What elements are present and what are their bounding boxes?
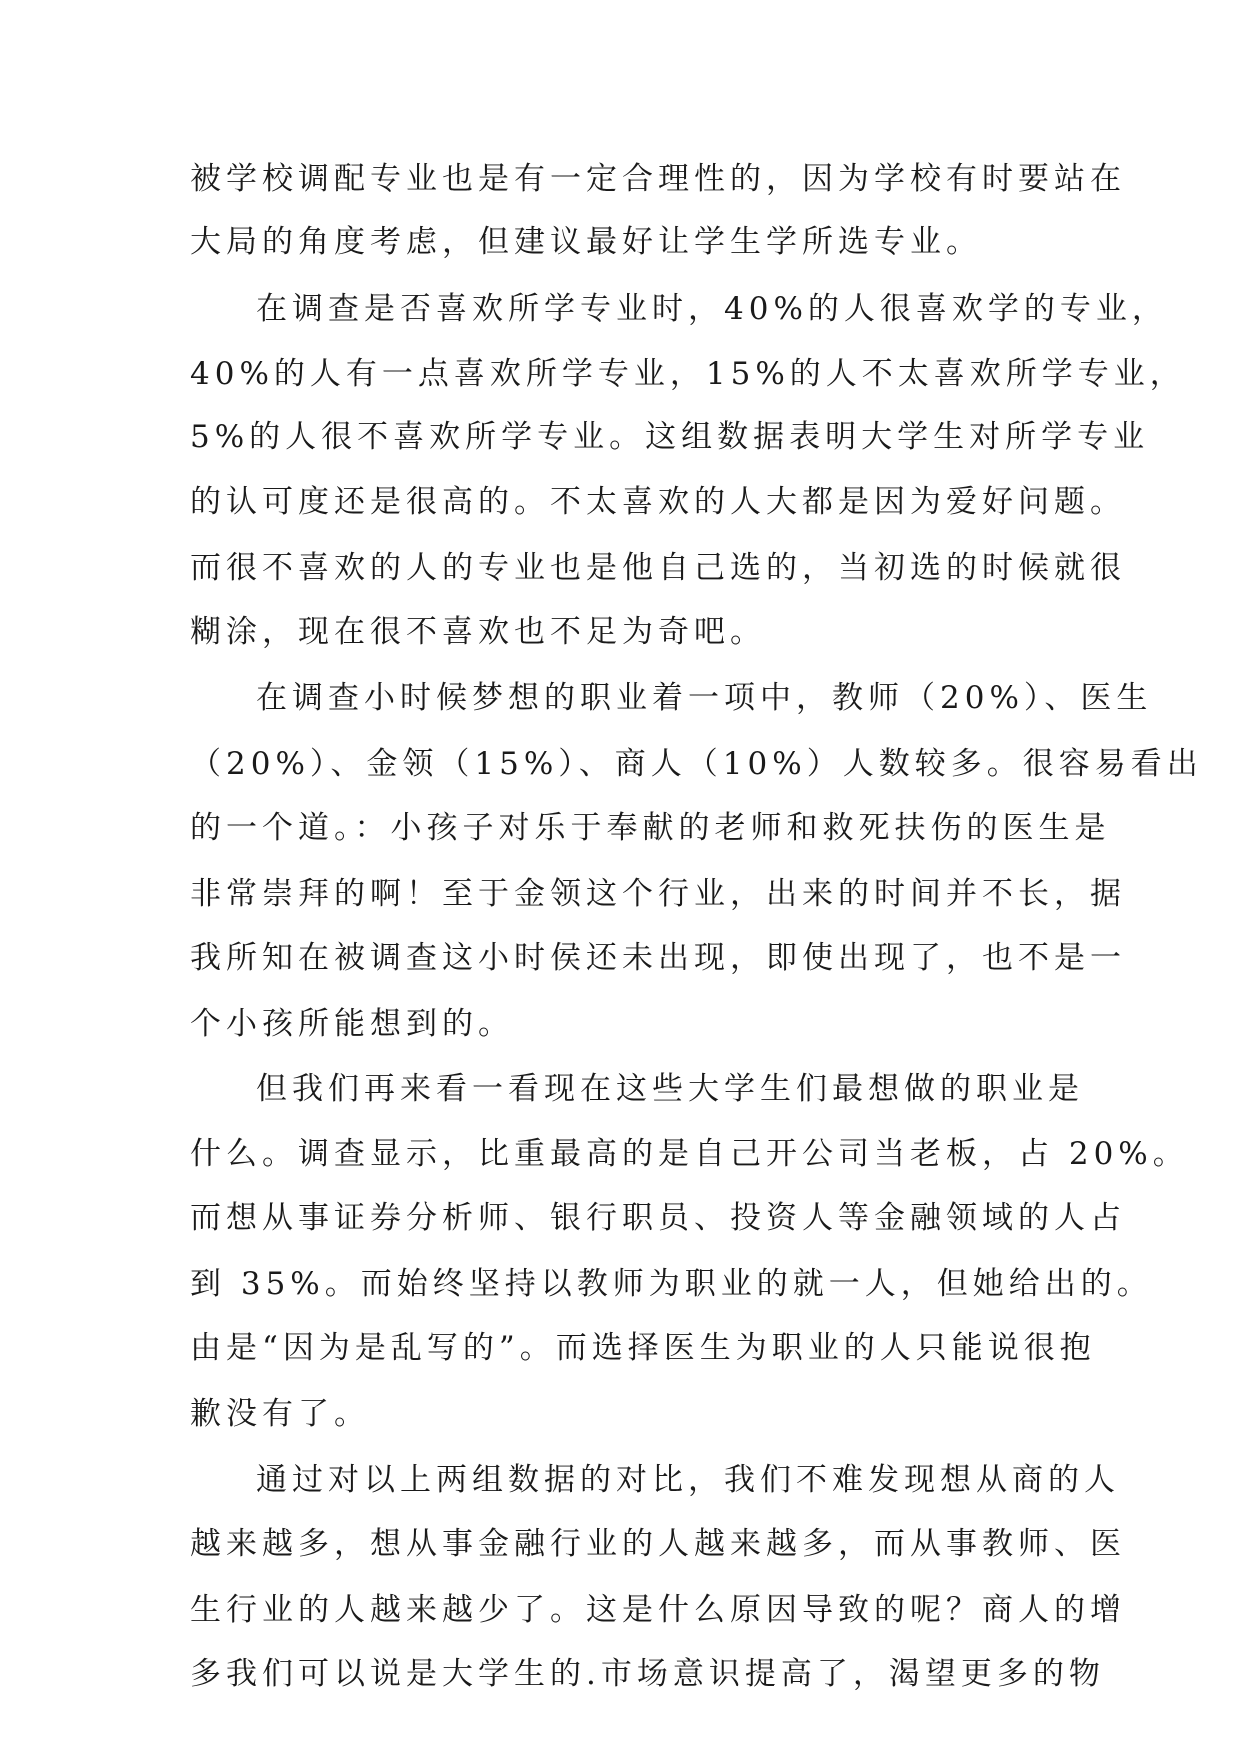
text-line: 糊涂，现在很不喜欢也不足为奇吧。 [190, 614, 766, 650]
text-line: 越来越多，想从事金融行业的人越来越多，而从事教师、医 [190, 1526, 1126, 1562]
text-line: 40%的人有一点喜欢所学专业，15%的人不太喜欢所学专业， [190, 356, 1186, 392]
text-line: 歉没有了。 [190, 1396, 370, 1432]
text-line: 到 35%。而始终坚持以教师为职业的就一人，但她给出的。 [190, 1266, 1153, 1302]
paragraph-start-line: 但我们再来看一看现在这些大学生们最想做的职业是 [256, 1071, 1084, 1107]
text-line: 我所知在被调查这小时侯还未出现，即使出现了，也不是一 [190, 940, 1126, 976]
text-line: 被学校调配专业也是有一定合理性的，因为学校有时要站在 [190, 161, 1126, 197]
text-line: 生行业的人越来越少了。这是什么原因导致的呢？商人的增 [190, 1592, 1126, 1628]
text-line: 而想从事证券分析师、银行职员、投资人等金融领域的人占 [190, 1200, 1126, 1236]
text-line: 由是“因为是乱写的”。而选择医生为职业的人只能说很抱 [190, 1330, 1096, 1366]
text-line: 非常崇拜的啊！至于金领这个行业，出来的时间并不长，据 [190, 876, 1126, 912]
paragraph-start-line: 在调查小时候梦想的职业着一项中，教师（20%）、医生 [256, 680, 1153, 716]
text-line: 而很不喜欢的人的专业也是他自己选的，当初选的时候就很 [190, 550, 1126, 586]
paragraph-start-line: 通过对以上两组数据的对比，我们不难发现想从商的人 [256, 1462, 1120, 1498]
text-line: 什么。调查显示，比重最高的是自己开公司当老板，占 20%。 [190, 1136, 1189, 1172]
text-line: 的认可度还是很高的。不太喜欢的人大都是因为爱好问题。 [190, 484, 1126, 520]
text-line: 5%的人很不喜欢所学专业。这组数据表明大学生对所学专业 [190, 419, 1150, 455]
text-line: 多我们可以说是大学生的.市场意识提高了，渴望更多的物 [190, 1656, 1105, 1692]
paragraph-start-line: 在调查是否喜欢所学专业时，40%的人很喜欢学的专业， [256, 291, 1168, 327]
text-line: 大局的角度考虑，但建议最好让学生学所选专业。 [190, 224, 982, 260]
text-line: （20%）、金领（15%）、商人（10%）人数较多。很容易看出 [190, 746, 1203, 782]
text-line: 个小孩所能想到的。 [190, 1006, 514, 1042]
text-line: 的一个道。：小孩子对乐于奉献的老师和救死扶伤的医生是 [190, 810, 1111, 846]
